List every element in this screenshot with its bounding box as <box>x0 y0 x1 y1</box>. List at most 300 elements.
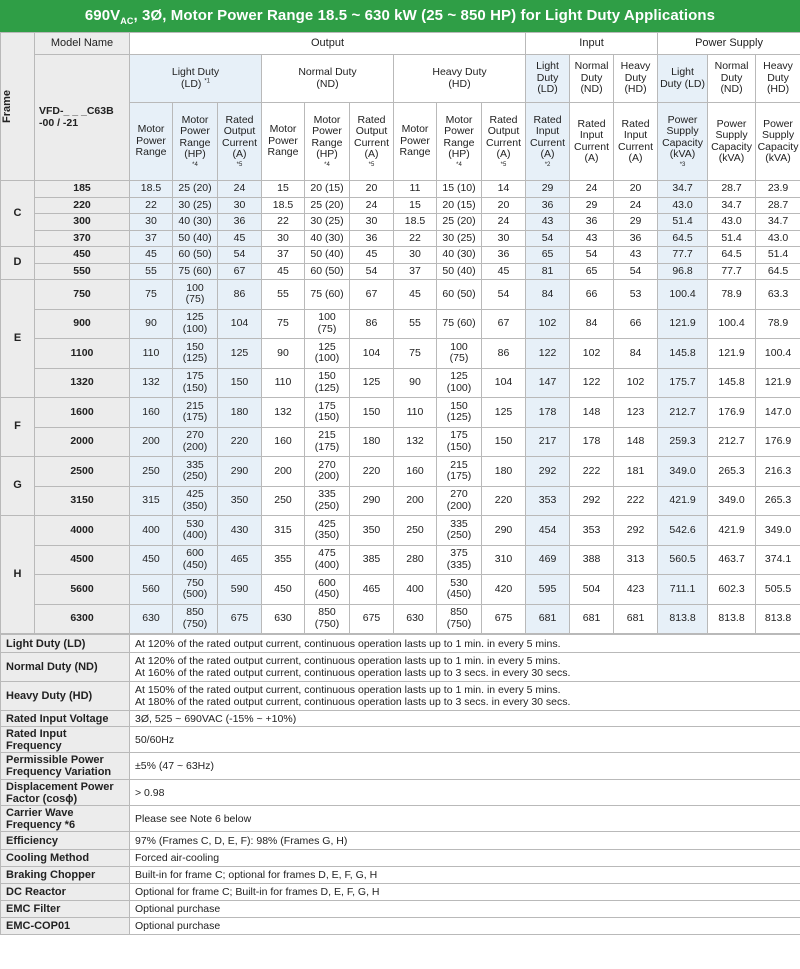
value-cell: 90 <box>130 309 173 339</box>
value-cell: 265.3 <box>756 486 800 516</box>
table-row <box>1 516 800 546</box>
value-cell: 84 <box>526 280 570 310</box>
spec-key: Efficiency <box>1 832 130 850</box>
value-cell: 600 (450) <box>305 575 350 605</box>
value-cell: 148 <box>570 398 614 428</box>
value-cell: 50 (40) <box>173 230 218 247</box>
value-cell: 350 <box>218 486 262 516</box>
value-cell: 292 <box>526 457 570 487</box>
value-cell: 60 (50) <box>437 280 482 310</box>
value-cell: 270 (200) <box>173 427 218 457</box>
model-name-header: Model Name <box>35 33 130 55</box>
value-cell: 67 <box>350 280 394 310</box>
value-cell: 29 <box>570 197 614 214</box>
value-cell: 22 <box>262 214 305 231</box>
spec-value: Built-in for frame C; optional for frames D, E, F, G, H <box>130 867 800 884</box>
ld-ps-capacity: Power Supply Capacity (kVA) *3 <box>658 103 708 181</box>
table-row <box>1 339 800 369</box>
value-cell: 850 (750) <box>305 604 350 634</box>
value-cell: 75 (60) <box>437 309 482 339</box>
value-cell: 36 <box>614 230 658 247</box>
value-cell: 125 <box>218 339 262 369</box>
value-cell: 22 <box>394 230 437 247</box>
value-cell: 53 <box>614 280 658 310</box>
value-cell: 265.3 <box>708 457 756 487</box>
spec-row <box>1 682 800 711</box>
value-cell: 54 <box>614 263 658 280</box>
value-cell: 45 <box>394 280 437 310</box>
value-cell: 530 (400) <box>173 516 218 546</box>
ps-hd-header: Heavy Duty (HD) <box>756 55 800 103</box>
spec-value: Optional for frame C; Built-in for frames D, E, F, G, H <box>130 884 800 901</box>
model-cell: 5600 <box>35 575 130 605</box>
value-cell: 176.9 <box>756 427 800 457</box>
nd-header: Normal Duty (ND) <box>262 55 394 103</box>
value-cell: 200 <box>130 427 173 457</box>
value-cell: 40 (30) <box>173 214 218 231</box>
value-cell: 43.0 <box>756 230 800 247</box>
spec-key: DC Reactor <box>1 884 130 901</box>
value-cell: 421.9 <box>708 516 756 546</box>
value-cell: 40 (30) <box>305 230 350 247</box>
value-cell: 465 <box>218 545 262 575</box>
value-cell: 90 <box>262 339 305 369</box>
value-cell: 51.4 <box>708 230 756 247</box>
value-cell: 121.9 <box>756 368 800 398</box>
spec-value: Optional purchase <box>130 901 800 918</box>
spec-key: Braking Chopper <box>1 867 130 884</box>
rating-table <box>0 32 800 634</box>
value-cell: 43 <box>614 247 658 264</box>
value-cell: 813.8 <box>658 604 708 634</box>
value-cell: 90 <box>394 368 437 398</box>
value-cell: 122 <box>526 339 570 369</box>
value-cell: 15 <box>394 197 437 214</box>
spec-value: 50/60Hz <box>130 727 800 753</box>
value-cell: 45 <box>130 247 173 264</box>
value-cell: 400 <box>394 575 437 605</box>
value-cell: 18.5 <box>394 214 437 231</box>
value-cell: 180 <box>350 427 394 457</box>
value-cell: 40 (30) <box>437 247 482 264</box>
value-cell: 110 <box>394 398 437 428</box>
value-cell: 34.7 <box>658 181 708 198</box>
value-cell: 34.7 <box>708 197 756 214</box>
value-cell: 20 <box>482 197 526 214</box>
value-cell: 125 (100) <box>305 339 350 369</box>
value-cell: 25 (20) <box>437 214 482 231</box>
value-cell: 78.9 <box>756 309 800 339</box>
value-cell: 125 (100) <box>437 368 482 398</box>
value-cell: 45 <box>482 263 526 280</box>
value-cell: 215 (175) <box>173 398 218 428</box>
value-cell: 100 (75) <box>305 309 350 339</box>
value-cell: 220 <box>482 486 526 516</box>
frame-cell: D <box>1 247 35 280</box>
value-cell: 270 (200) <box>437 486 482 516</box>
value-cell: 66 <box>614 309 658 339</box>
nd-motor-power-range-hp: Motor Power Range (HP) *4 <box>305 103 350 181</box>
ps-nd-header: Normal Duty (ND) <box>708 55 756 103</box>
spec-value: At 120% of the rated output current, continuous operation lasts up to 1 min. in every 5 mins. At 160% of the rated output current, continuous operation lasts up to 3 secs. in every 30 secs. <box>130 653 800 682</box>
value-cell: 160 <box>262 427 305 457</box>
value-cell: 24 <box>614 197 658 214</box>
spec-value: 97% (Frames C, D, E, F): 98% (Frames G, H) <box>130 832 800 850</box>
frame-cell: F <box>1 398 35 457</box>
model-cell: 750 <box>35 280 130 310</box>
value-cell: 30 <box>482 230 526 247</box>
value-cell: 30 (25) <box>437 230 482 247</box>
spec-table <box>0 634 800 935</box>
value-cell: 335 (250) <box>437 516 482 546</box>
value-cell: 212.7 <box>658 398 708 428</box>
hd-ps-capacity: Power Supply Capacity (kVA) <box>756 103 800 181</box>
table-row <box>1 604 800 634</box>
value-cell: 148 <box>614 427 658 457</box>
value-cell: 24 <box>570 181 614 198</box>
value-cell: 20 (15) <box>437 197 482 214</box>
value-cell: 75 (60) <box>173 263 218 280</box>
value-cell: 15 (10) <box>437 181 482 198</box>
spec-key: Carrier Wave Frequency *6 <box>1 806 130 832</box>
model-cell: 2500 <box>35 457 130 487</box>
value-cell: 463.7 <box>708 545 756 575</box>
spec-row <box>1 918 800 935</box>
value-cell: 125 (100) <box>173 309 218 339</box>
input-header: Input <box>526 33 658 55</box>
value-cell: 45 <box>218 230 262 247</box>
value-cell: 430 <box>218 516 262 546</box>
value-cell: 349.0 <box>658 457 708 487</box>
value-cell: 84 <box>570 309 614 339</box>
value-cell: 37 <box>130 230 173 247</box>
hd-rated-output-current: Rated Output Current (A) *5 <box>482 103 526 181</box>
spec-key: Displacement Power Factor (cosϕ) <box>1 780 130 806</box>
value-cell: 36 <box>218 214 262 231</box>
value-cell: 75 <box>262 309 305 339</box>
value-cell: 681 <box>570 604 614 634</box>
spec-row <box>1 884 800 901</box>
spec-key: Light Duty (LD) <box>1 635 130 653</box>
value-cell: 75 <box>394 339 437 369</box>
value-cell: 45 <box>350 247 394 264</box>
value-cell: 313 <box>614 545 658 575</box>
value-cell: 96.8 <box>658 263 708 280</box>
table-row <box>1 230 800 247</box>
value-cell: 34.7 <box>756 214 800 231</box>
value-cell: 18.5 <box>262 197 305 214</box>
value-cell: 67 <box>218 263 262 280</box>
value-cell: 37 <box>262 247 305 264</box>
value-cell: 14 <box>482 181 526 198</box>
table-row <box>1 181 800 198</box>
table-row <box>1 197 800 214</box>
value-cell: 454 <box>526 516 570 546</box>
model-cell: 3150 <box>35 486 130 516</box>
value-cell: 602.3 <box>708 575 756 605</box>
value-cell: 175 (150) <box>173 368 218 398</box>
value-cell: 121.9 <box>658 309 708 339</box>
table-row <box>1 214 800 231</box>
value-cell: 353 <box>526 486 570 516</box>
value-cell: 250 <box>394 516 437 546</box>
value-cell: 100.4 <box>708 309 756 339</box>
value-cell: 212.7 <box>708 427 756 457</box>
value-cell: 30 <box>350 214 394 231</box>
value-cell: 24 <box>482 214 526 231</box>
value-cell: 542.6 <box>658 516 708 546</box>
value-cell: 145.8 <box>708 368 756 398</box>
model-cell: 370 <box>35 230 130 247</box>
table-row <box>1 545 800 575</box>
value-cell: 30 (25) <box>305 214 350 231</box>
value-cell: 36 <box>350 230 394 247</box>
value-cell: 60 (50) <box>173 247 218 264</box>
value-cell: 180 <box>482 457 526 487</box>
value-cell: 400 <box>130 516 173 546</box>
table-row <box>1 263 800 280</box>
value-cell: 217 <box>526 427 570 457</box>
value-cell: 675 <box>350 604 394 634</box>
ld-header: Light Duty (LD) $^{*1}$ <box>130 55 262 103</box>
nd-motor-power-range: Motor Power Range <box>262 103 305 181</box>
spec-value: Forced air-cooling <box>130 850 800 867</box>
table-row <box>1 280 800 310</box>
model-cell: 185 <box>35 181 130 198</box>
spec-row <box>1 780 800 806</box>
value-cell: 86 <box>350 309 394 339</box>
spec-row <box>1 901 800 918</box>
value-cell: 175 (150) <box>305 398 350 428</box>
value-cell: 64.5 <box>756 263 800 280</box>
value-cell: 630 <box>262 604 305 634</box>
value-cell: 54 <box>526 230 570 247</box>
spec-row <box>1 832 800 850</box>
model-prefix: VFD-_ _ _C63B -00 / -21 <box>35 55 130 181</box>
value-cell: 54 <box>218 247 262 264</box>
model-cell: 1100 <box>35 339 130 369</box>
spec-value: At 120% of the rated output current, continuous operation lasts up to 1 min. in every 5 mins. <box>130 635 800 653</box>
spec-key: Normal Duty (ND) <box>1 653 130 682</box>
model-cell: 4000 <box>35 516 130 546</box>
value-cell: 160 <box>394 457 437 487</box>
model-cell: 220 <box>35 197 130 214</box>
value-cell: 100.4 <box>658 280 708 310</box>
value-cell: 216.3 <box>756 457 800 487</box>
frame-header: Frame <box>1 33 35 181</box>
value-cell: 315 <box>262 516 305 546</box>
value-cell: 20 <box>614 181 658 198</box>
value-cell: 280 <box>394 545 437 575</box>
frame-cell: E <box>1 280 35 398</box>
table-row <box>1 309 800 339</box>
table-row <box>1 457 800 487</box>
value-cell: 465 <box>350 575 394 605</box>
value-cell: 43.0 <box>658 197 708 214</box>
value-cell: 290 <box>482 516 526 546</box>
value-cell: 65 <box>570 263 614 280</box>
value-cell: 54 <box>570 247 614 264</box>
value-cell: 290 <box>350 486 394 516</box>
value-cell: 250 <box>130 457 173 487</box>
value-cell: 55 <box>262 280 305 310</box>
spec-key: Rated Input Frequency <box>1 727 130 753</box>
input-ld-header: Light Duty (LD) <box>526 55 570 103</box>
value-cell: 24 <box>350 197 394 214</box>
value-cell: 290 <box>218 457 262 487</box>
value-cell: 132 <box>262 398 305 428</box>
value-cell: 77.7 <box>708 263 756 280</box>
value-cell: 23.9 <box>756 181 800 198</box>
value-cell: 28.7 <box>756 197 800 214</box>
value-cell: 178 <box>526 398 570 428</box>
value-cell: 104 <box>482 368 526 398</box>
nd-rated-output-current: Rated Output Current (A) *5 <box>350 103 394 181</box>
nd-ps-capacity: Power Supply Capacity (kVA) <box>708 103 756 181</box>
frame-cell: C <box>1 181 35 247</box>
hd-rated-input-current: Rated Input Current (A) <box>614 103 658 181</box>
value-cell: 86 <box>218 280 262 310</box>
spec-key: EMC-COP01 <box>1 918 130 935</box>
value-cell: 64.5 <box>708 247 756 264</box>
value-cell: 30 <box>130 214 173 231</box>
spec-value: 3Ø, 525 ~ 690VAC (-15% ~ +10%) <box>130 711 800 727</box>
spec-value: Please see Note 6 below <box>130 806 800 832</box>
value-cell: 29 <box>614 214 658 231</box>
spec-key: Heavy Duty (HD) <box>1 682 130 711</box>
value-cell: 66 <box>570 280 614 310</box>
value-cell: 36 <box>482 247 526 264</box>
value-cell: 180 <box>218 398 262 428</box>
value-cell: 335 (250) <box>305 486 350 516</box>
value-cell: 530 (450) <box>437 575 482 605</box>
value-cell: 315 <box>130 486 173 516</box>
spec-row <box>1 806 800 832</box>
model-cell: 2000 <box>35 427 130 457</box>
value-cell: 78.9 <box>708 280 756 310</box>
ps-ld-header: Light Duty (LD) <box>658 55 708 103</box>
value-cell: 176.9 <box>708 398 756 428</box>
value-cell: 374.1 <box>756 545 800 575</box>
value-cell: 259.3 <box>658 427 708 457</box>
value-cell: 150 (125) <box>305 368 350 398</box>
value-cell: 813.8 <box>756 604 800 634</box>
value-cell: 425 (350) <box>173 486 218 516</box>
value-cell: 25 (20) <box>305 197 350 214</box>
value-cell: 145.8 <box>658 339 708 369</box>
hd-motor-power-range: Motor Power Range <box>394 103 437 181</box>
value-cell: 24 <box>218 181 262 198</box>
value-cell: 100 (75) <box>437 339 482 369</box>
value-cell: 30 (25) <box>173 197 218 214</box>
value-cell: 292 <box>614 516 658 546</box>
hd-header: Heavy Duty (HD) <box>394 55 526 103</box>
value-cell: 222 <box>614 486 658 516</box>
value-cell: 475 (400) <box>305 545 350 575</box>
value-cell: 132 <box>394 427 437 457</box>
value-cell: 220 <box>350 457 394 487</box>
value-cell: 43.0 <box>708 214 756 231</box>
value-cell: 711.1 <box>658 575 708 605</box>
value-cell: 55 <box>130 263 173 280</box>
value-cell: 110 <box>130 339 173 369</box>
value-cell: 222 <box>570 457 614 487</box>
value-cell: 125 <box>350 368 394 398</box>
value-cell: 11 <box>394 181 437 198</box>
value-cell: 102 <box>526 309 570 339</box>
value-cell: 181 <box>614 457 658 487</box>
value-cell: 147.0 <box>756 398 800 428</box>
value-cell: 43 <box>526 214 570 231</box>
value-cell: 20 (15) <box>305 181 350 198</box>
value-cell: 84 <box>614 339 658 369</box>
value-cell: 51.4 <box>756 247 800 264</box>
spec-row <box>1 635 800 653</box>
spec-value: > 0.98 <box>130 780 800 806</box>
value-cell: 50 (40) <box>305 247 350 264</box>
value-cell: 681 <box>526 604 570 634</box>
table-row <box>1 398 800 428</box>
value-cell: 355 <box>262 545 305 575</box>
value-cell: 504 <box>570 575 614 605</box>
value-cell: 423 <box>614 575 658 605</box>
value-cell: 51.4 <box>658 214 708 231</box>
value-cell: 630 <box>394 604 437 634</box>
ld-motor-power-range-hp: Motor Power Range (HP) *4 <box>173 103 218 181</box>
value-cell: 590 <box>218 575 262 605</box>
value-cell: 335 (250) <box>173 457 218 487</box>
value-cell: 505.5 <box>756 575 800 605</box>
table-row <box>1 427 800 457</box>
spec-value: ±5% (47 ~ 63Hz) <box>130 753 800 780</box>
value-cell: 102 <box>614 368 658 398</box>
value-cell: 850 (750) <box>173 604 218 634</box>
value-cell: 349.0 <box>756 516 800 546</box>
input-hd-header: Heavy Duty (HD) <box>614 55 658 103</box>
value-cell: 310 <box>482 545 526 575</box>
ld-rated-output-current: Rated Output Current (A) *5 <box>218 103 262 181</box>
value-cell: 292 <box>570 486 614 516</box>
frame-cell: G <box>1 457 35 516</box>
value-cell: 110 <box>262 368 305 398</box>
value-cell: 36 <box>570 214 614 231</box>
value-cell: 77.7 <box>658 247 708 264</box>
spec-row <box>1 850 800 867</box>
value-cell: 100 (75) <box>173 280 218 310</box>
value-cell: 425 (350) <box>305 516 350 546</box>
model-cell: 1600 <box>35 398 130 428</box>
value-cell: 132 <box>130 368 173 398</box>
value-cell: 469 <box>526 545 570 575</box>
value-cell: 450 <box>130 545 173 575</box>
value-cell: 250 <box>262 486 305 516</box>
value-cell: 420 <box>482 575 526 605</box>
value-cell: 22 <box>130 197 173 214</box>
spec-key: Permissible Power Frequency Variation <box>1 753 130 780</box>
spec-value: At 150% of the rated output current, continuous operation lasts up to 1 min. in every 5 mins. At 180% of the rated output current, continuous operation lasts up to 3 secs. in every 30 secs. <box>130 682 800 711</box>
spec-value: Optional purchase <box>130 918 800 935</box>
value-cell: 30 <box>394 247 437 264</box>
value-cell: 65 <box>526 247 570 264</box>
value-cell: 681 <box>614 604 658 634</box>
model-cell: 1320 <box>35 368 130 398</box>
spec-key: Rated Input Voltage <box>1 711 130 727</box>
value-cell: 102 <box>570 339 614 369</box>
value-cell: 18.5 <box>130 181 173 198</box>
value-cell: 81 <box>526 263 570 280</box>
value-cell: 349.0 <box>708 486 756 516</box>
table-row <box>1 247 800 264</box>
